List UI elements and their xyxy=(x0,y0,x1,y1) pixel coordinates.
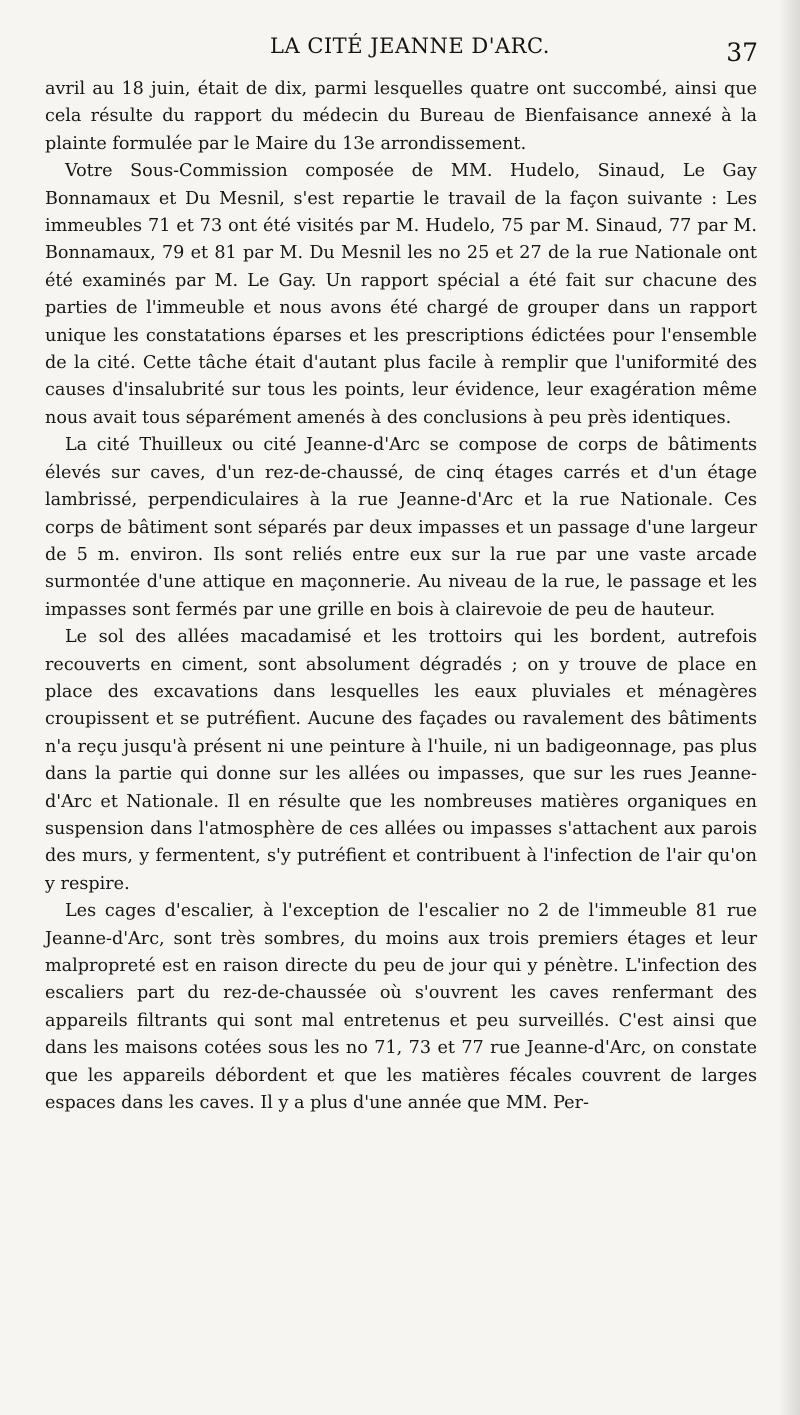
paragraph-cite-description: La cité Thuilleux ou cité Jeanne-d'Arc se compose de corps de bâtiments élevés sur caves, d'un rez-de-chaussé, de cinq étages carrés et d'un étage lambrissé, perpendiculaires à la rue Jeanne-d'Arc et la rue Nationale. Ces corps de bâtiment sont séparés par deux impasses et un passage d'une largeur de 5 m. environ. Ils sont reliés entre eux sur la rue par une vaste arcade surmontée d'une attique en maçonnerie. Au niveau de la rue, le passage et les impasses sont fermés par une grille en bois à clairevoie de peu de hauteur. xyxy=(45,435,757,620)
running-title: LA CITÉ JEANNE D'ARC. xyxy=(270,34,550,58)
paragraph-sol-allees: Le sol des allées macadamisé et les trottoirs qui les bordent, autrefois recouverts en ciment, sont absolument dégradés ; on y trouve de place en place des excavations dans lesquelles les eaux pluviales et ménagères croupissent et se putréfient. Aucune des façades ou ravalement des bâtiments n'a reçu jusqu'à présent ni une peinture à l'huile, ni un badigeonnage, pas plus dans la partie qui donne sur les allées ou impasses, que sur les rues Jeanne-d'Arc et Nationale. Il en résulte que les nombreuses matières organiques en suspension dans l'atmosphère de ces allées ou impasses s'attachent aux parois des murs, y fermentent, s'y putréfient et contribuent à l'infection de l'air qu'on y respire. xyxy=(45,627,757,894)
body-text xyxy=(45,76,757,1117)
paragraph-cages-escalier: Les cages d'escalier, à l'exception de l'escalier no 2 de l'immeuble 81 rue Jeanne-d'Arc, sont très sombres, du moins aux trois premiers étages et leur malpropreté est en raison directe du peu de jour qui y pénètre. L'infection des escaliers part du rez-de-chaussée où s'ouvrent les caves renfermant des appareils filtrants qui sont mal entretenus et peu surveillés. C'est ainsi que dans les maisons cotées sous les no 71, 73 et 77 rue Jeanne-d'Arc, on constate que les appareils débordent et que les matières fécales couvrent de larges espaces dans les caves. Il y a plus d'une année que MM. Per- xyxy=(45,901,757,1114)
page-edge-shadow xyxy=(778,0,800,1415)
page-number: 37 xyxy=(726,38,758,67)
page-header xyxy=(60,28,760,68)
paragraph-subcommission: Votre Sous-Commission composée de MM. Hudelo, Sinaud, Le Gay Bonnamaux et Du Mesnil, s'est repartie le travail de la façon suivante : Les immeubles 71 et 73 ont été visités par M. Hudelo, 75 par M. Sinaud, 77 par M. Bonnamaux, 79 et 81 par M. Du Mesnil les no 25 et 27 de la rue Nationale ont été examinés par M. Le Gay. Un rapport spécial a été fait sur chacune des parties de l'immeuble et nous avons été chargé de grouper dans un rapport unique les constatations éparses et les prescriptions édictées pour l'ensemble de la cité. Cette tâche était d'autant plus facile à remplir que l'uniformité des causes d'insalubrité sur tous les points, leur évidence, leur exagération même nous avait tous séparément amenés à des conclusions à peu près identiques. xyxy=(45,161,757,428)
paragraph-continuation: avril au 18 juin, était de dix, parmi lesquelles quatre ont succombé, ainsi que cela résulte du rapport du médecin du Bureau de Bienfaisance annexé à la plainte formulée par le Maire du 13e arrondissement. xyxy=(45,79,757,154)
